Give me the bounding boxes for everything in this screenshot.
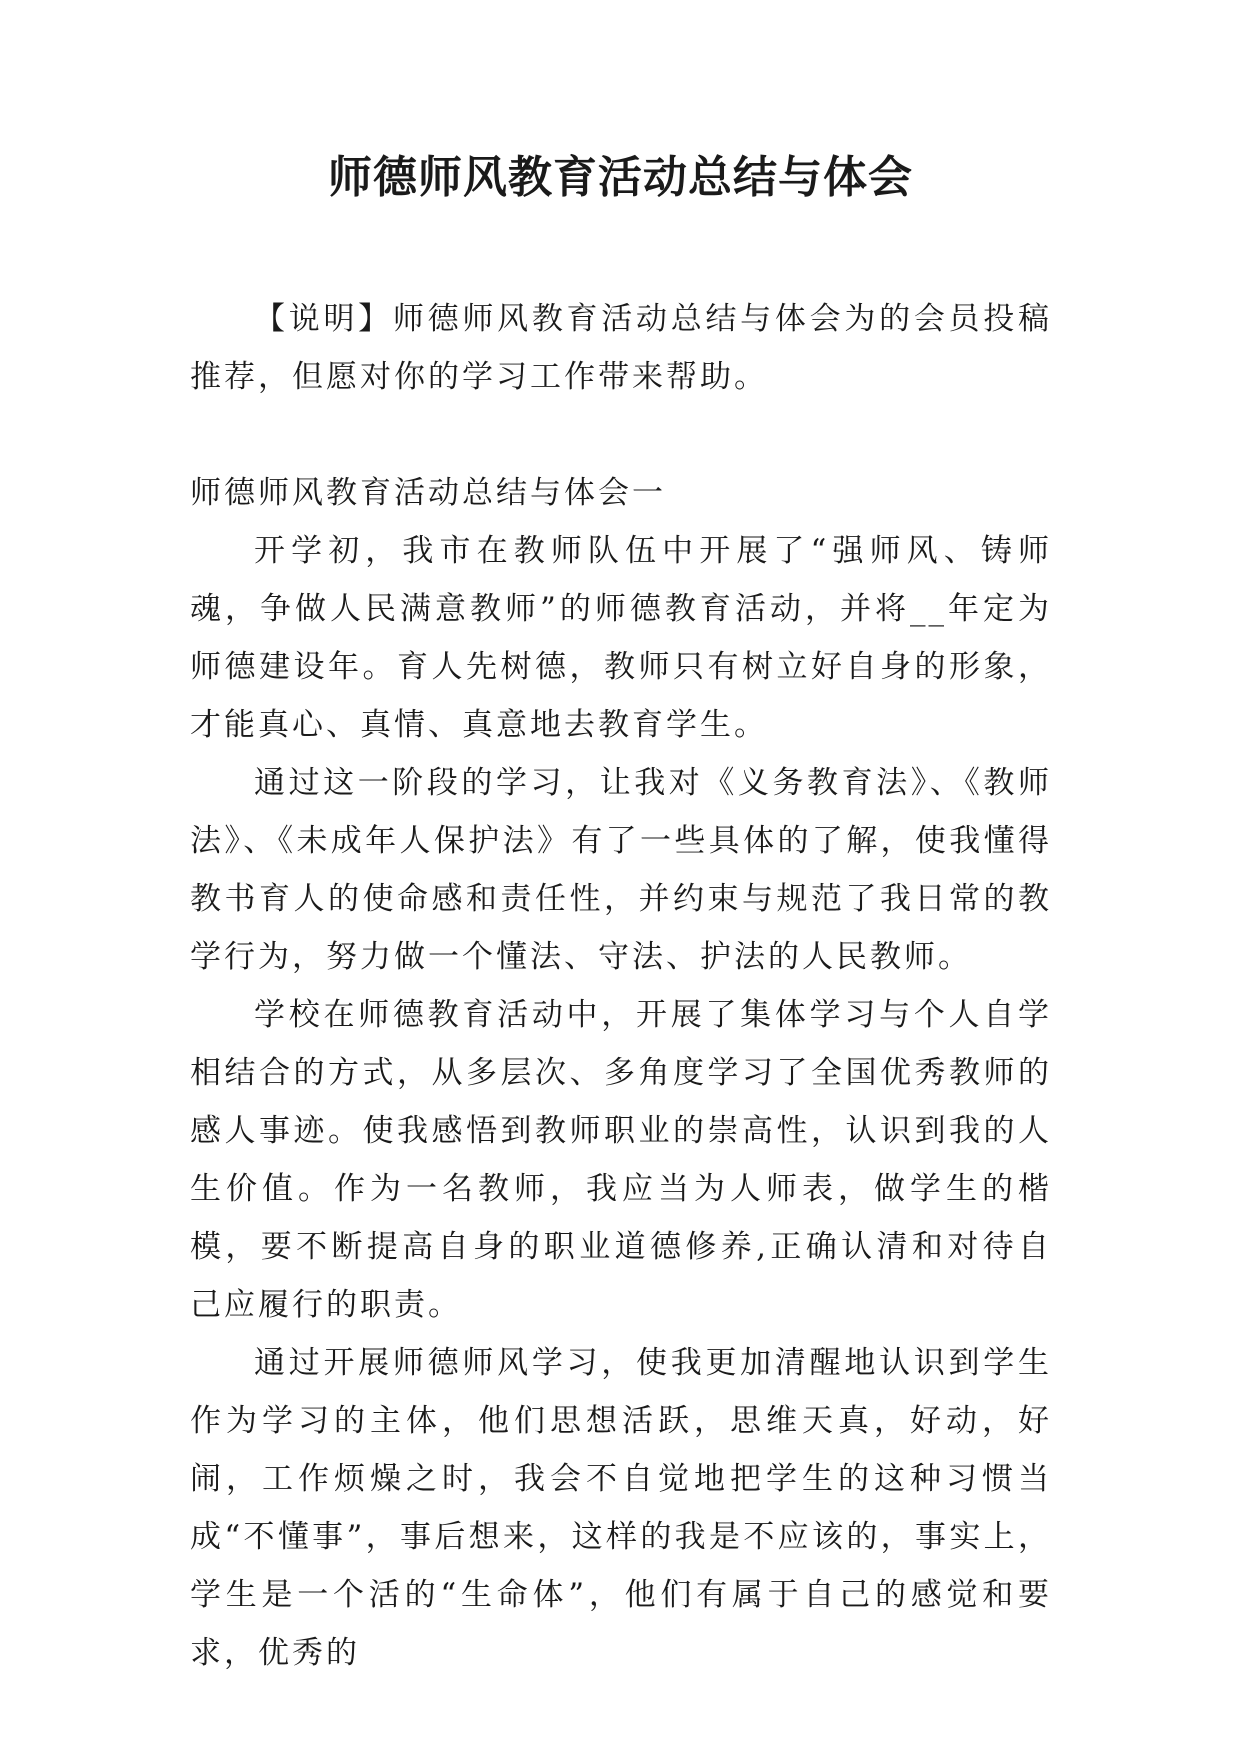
section-heading: 师德师风教育活动总结与体会一: [190, 475, 666, 511]
document-title: 师德师风教育活动总结与体会: [328, 152, 913, 203]
document-note: 【说明】师德师风教育活动总结与体会为的会员投稿推荐，但愿对你的学习工作带来帮助。: [190, 301, 1052, 395]
document-body: [190, 290, 1052, 1682]
body-paragraph: 通过开展师德师风学习，使我更加清醒地认识到学生作为学习的主体，他们思想活跃，思维天真，好动，好闹，工作烦燥之时，我会不自觉地把学生的这种习惯当成“不懂事”，事后想来，这样的我是不应该的，事实上，学生是一个活的“生命体”，他们有属于自己的感觉和要求，优秀的: [190, 1345, 1052, 1671]
body-paragraph: 开学初，我市在教师队伍中开展了“强师风、铸师魂，争做人民满意教师”的师德教育活动，并将__年定为师德建设年。育人先树德，教师只有树立好自身的形象，才能真心、真情、真意地去教育学生。: [190, 533, 1052, 743]
body-paragraph: 通过这一阶段的学习，让我对《义务教育法》、《教师法》、《未成年人保护法》有了一些具体的了解，使我懂得教书育人的使命感和责任性，并约束与规范了我日常的教学行为，努力做一个懂法、守法、护法的人民教师。: [190, 765, 1052, 975]
body-paragraph: 学校在师德教育活动中，开展了集体学习与个人自学相结合的方式，从多层次、多角度学习了全国优秀教师的感人事迹。使我感悟到教师职业的崇高性，认识到我的人生价值。作为一名教师，我应当为人师表，做学生的楷模，要不断提高自身的职业道德修养,正确认清和对待自己应履行的职责。: [190, 997, 1052, 1323]
